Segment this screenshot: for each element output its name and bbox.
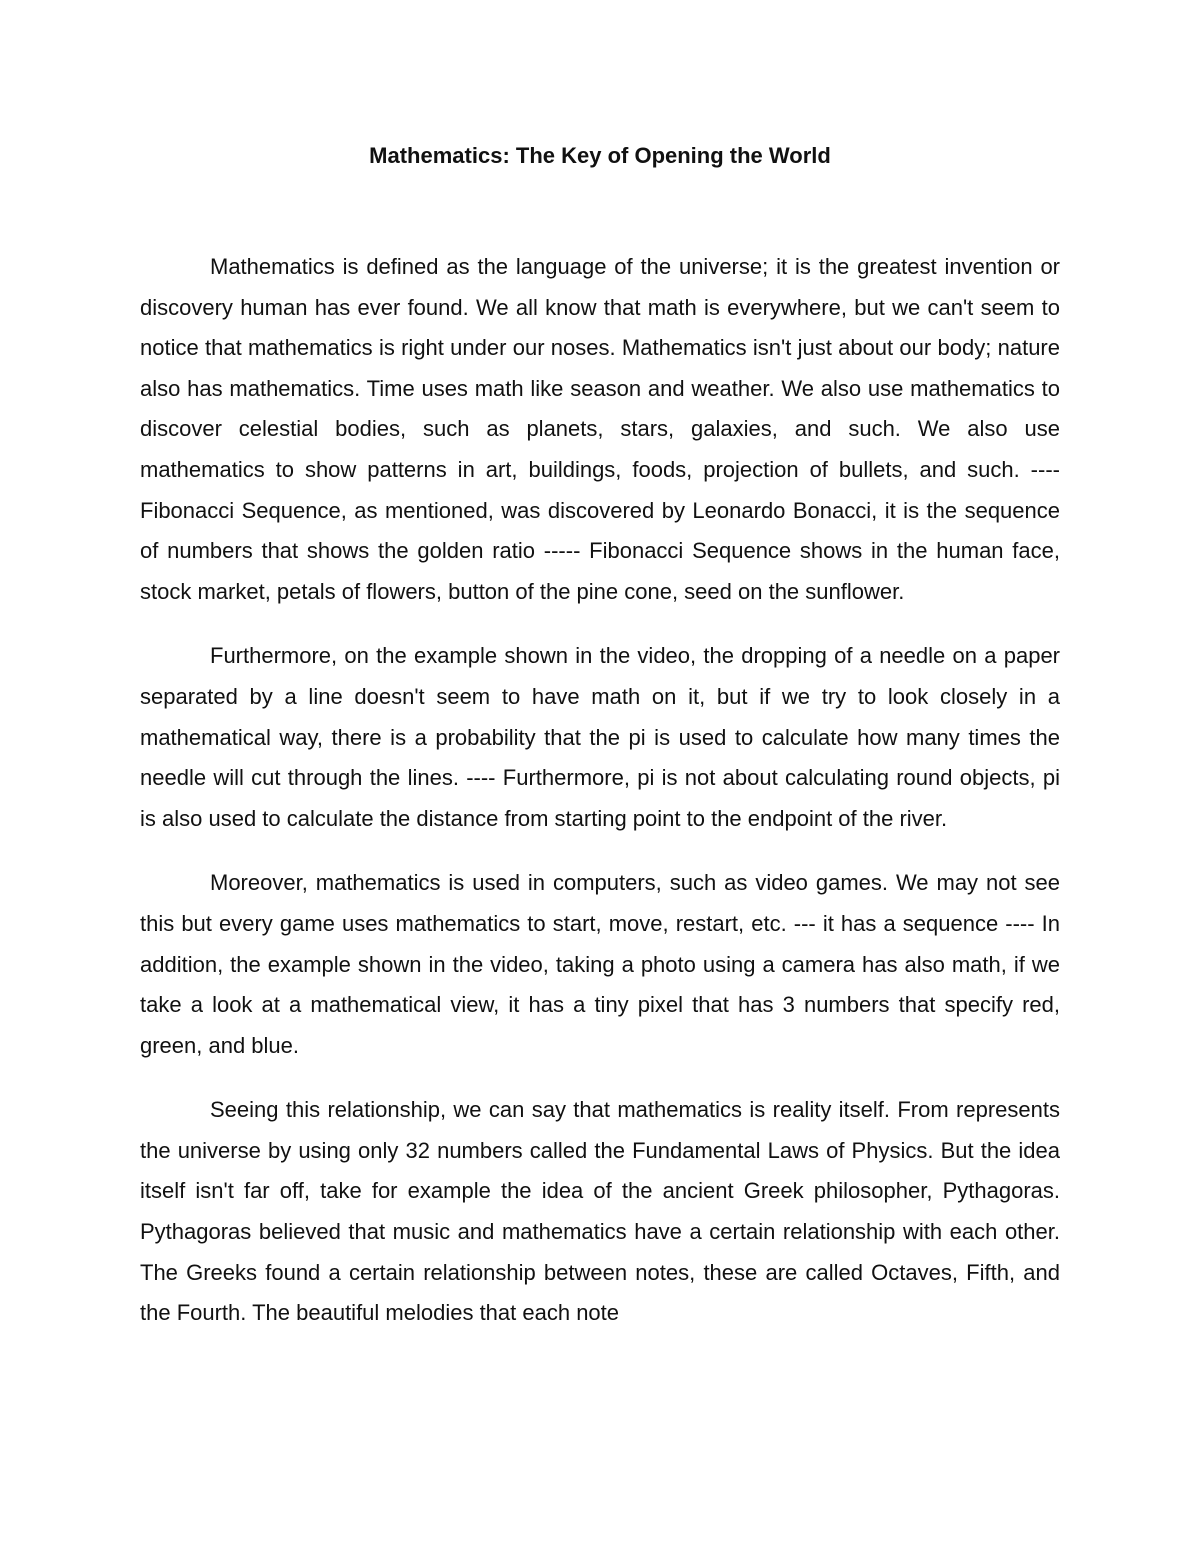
paragraph-1: Mathematics is defined as the language of the universe; it is the greatest invention or discovery human has ever found. We all know that math is everywhere, but we can't seem to notice that mathematics is right under our noses. Mathematics isn't just about our body; nature also has mathematics. Time uses math like season and weather. We also use mathematics to discover celestial bodies, such as planets, stars, galaxies, and such. We also use mathematics to show patterns in art, buildings, foods, projection of bullets, and such. ---- Fibonacci Sequence, as mentioned, was discovered by Leonardo Bonacci, it is the sequence of numbers that shows the golden ratio ----- Fibonacci Sequence shows in the human face, stock market, petals of flowers, button of the pine cone, seed on the sunflower.	[140, 254, 1060, 604]
paragraph-3: Moreover, mathematics is used in computers, such as video games. We may not see this but every game uses mathematics to start, move, restart, etc. --- it has a sequence ---- In addition, the example shown in the video, taking a photo using a camera has also math, if we take a look at a mathematical view, it has a tiny pixel that has 3 numbers that specify red, green, and blue.	[140, 870, 1060, 1058]
paragraph-4: Seeing this relationship, we can say that mathematics is reality itself. From represents the universe by using only 32 numbers called the Fundamental Laws of Physics. But the idea itself isn't far off, take for example the idea of the ancient Greek philosopher, Pythagoras. Pythagoras believed that music and mathematics have a certain relationship with each other. The Greeks found a certain relationship between notes, these are called Octaves, Fifth, and the Fourth. The beautiful melodies that each note	[140, 1097, 1060, 1326]
document-title: Mathematics: The Key of Opening the World	[369, 143, 831, 168]
document-body	[140, 247, 1060, 1358]
paragraph-2: Furthermore, on the example shown in the video, the dropping of a needle on a paper separated by a line doesn't seem to have math on it, but if we try to look closely in a mathematical way, there is a probability that the pi is used to calculate how many times the needle will cut through the lines. ---- Furthermore, pi is not about calculating round objects, pi is also used to calculate the distance from starting point to the endpoint of the river.	[140, 643, 1060, 831]
